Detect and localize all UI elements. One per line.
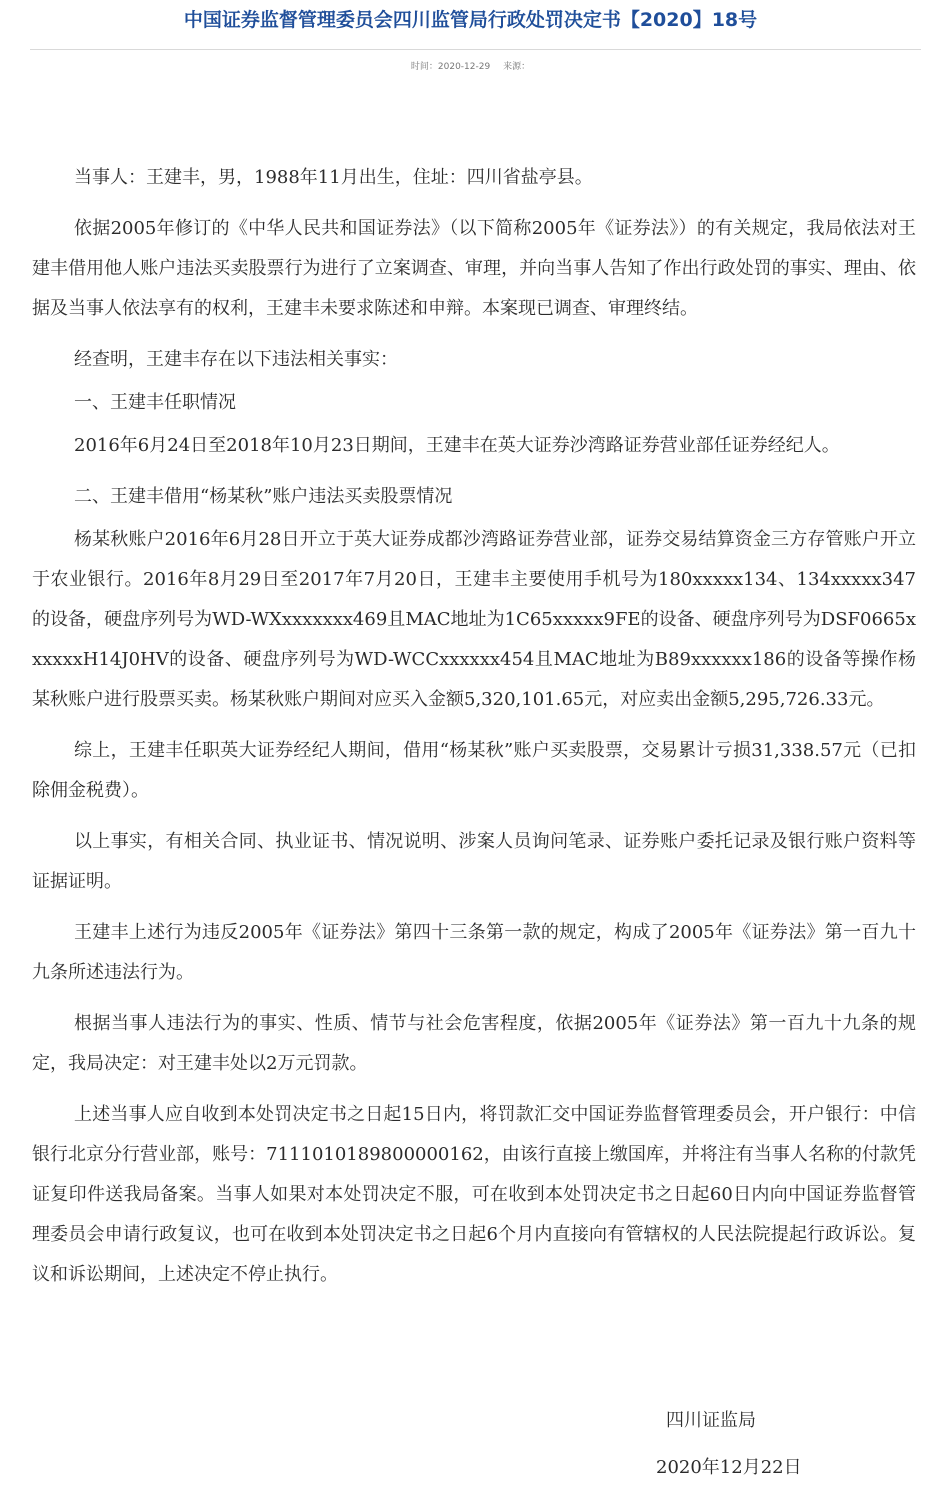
paragraph-evidence: 以上事实，有相关合同、执业证书、情况说明、涉案人员询问笔录、证券账户委托记录及银行账户资料等证据证明。 (32, 831, 916, 892)
paragraph-payment-appeal: 上述当事人应自收到本处罚决定书之日起15日内，将罚款汇交中国证券监督管理委员会，开户银行：中信银行北京分行营业部，账号：7111010189800000162，由该行直接上缴国库，并将注有当事人名称的付款凭证复印件送我局备案。当事人如果对本处罚决定不服，可在收到本处罚决定书之日起60日内向中国证券监督管理委员会申请行政复议，也可在收到本处罚决定书之日起6个月内直接向有管辖权的人民法院提起行政诉讼。复议和诉讼期间，上述决定不停止执行。 (32, 1104, 916, 1285)
paragraph-decision: 根据当事人违法行为的事实、性质、情节与社会危害程度，依据2005年《证券法》第一百九十九条的规定，我局决定：对王建丰处以2万元罚款。 (32, 1013, 916, 1074)
paragraph-party: 当事人：王建丰，男，1988年11月出生，住址：四川省盐亭县。 (74, 167, 593, 188)
signature-organization: 四川证监局 (666, 1410, 756, 1431)
paragraph-findings-intro: 经查明，王建丰存在以下违法相关事实： (74, 349, 398, 370)
paragraph-violation: 王建丰上述行为违反2005年《证券法》第四十三条第一款的规定，构成了2005年《证券法》第一百九十九条所述违法行为。 (32, 922, 916, 983)
paragraph-trading-details: 杨某秋账户2016年6月28日开立于英大证券成都沙湾路证券营业部，证券交易结算资金三方存管账户开立于农业银行。2016年8月29日至2017年7月20日，王建丰主要使用手机号为180xxxxx134、134xxxxx347的设备，硬盘序列号为WD-WXxxxxxxx469且MAC地址为1C65xxxxx9FE的设备、硬盘序列号为DSF0665xxxxxxH14J0HV的设备、硬盘序列号为WD-WCCxxxxxx454且MAC地址为B89xxxxxx186的设备等操作杨某秋账户进行股票买卖。杨某秋账户期间对应买入金额5,320,101.65元，对应卖出金额5,295,726.33元。 (32, 529, 916, 710)
section-heading-trading: 二、王建丰借用“杨某秋”账户违法买卖股票情况 (74, 486, 453, 507)
paragraph-procedure: 依据2005年修订的《中华人民共和国证券法》（以下简称2005年《证券法》）的有关规定，我局依法对王建丰借用他人账户违法买卖股票行为进行了立案调查、审理，并向当事人告知了作出行政处罚的事实、理由、依据及当事人依法享有的权利，王建丰未要求陈述和申辩。本案现已调查、审理终结。 (32, 218, 916, 319)
signature-date: 2020年12月22日 (656, 1457, 802, 1478)
document-title: 中国证券监督管理委员会四川监管局行政处罚决定书【2020】18号 (183, 9, 758, 31)
paragraph-employment: 2016年6月24日至2018年10月23日期间，王建丰在英大证券沙湾路证券营业部任证券经纪人。 (74, 435, 840, 456)
title-divider (30, 49, 921, 50)
source-label: 来源： (503, 62, 531, 72)
section-heading-employment: 一、王建丰任职情况 (74, 392, 236, 413)
document-meta (0, 60, 941, 74)
paragraph-summary: 综上，王建丰任职英大证券经纪人期间，借用“杨某秋”账户买卖股票，交易累计亏损31,338.57元（已扣除佣金税费）。 (32, 740, 916, 801)
document-body (32, 158, 916, 1306)
publish-time: 时间：2020-12-29 (410, 62, 491, 72)
